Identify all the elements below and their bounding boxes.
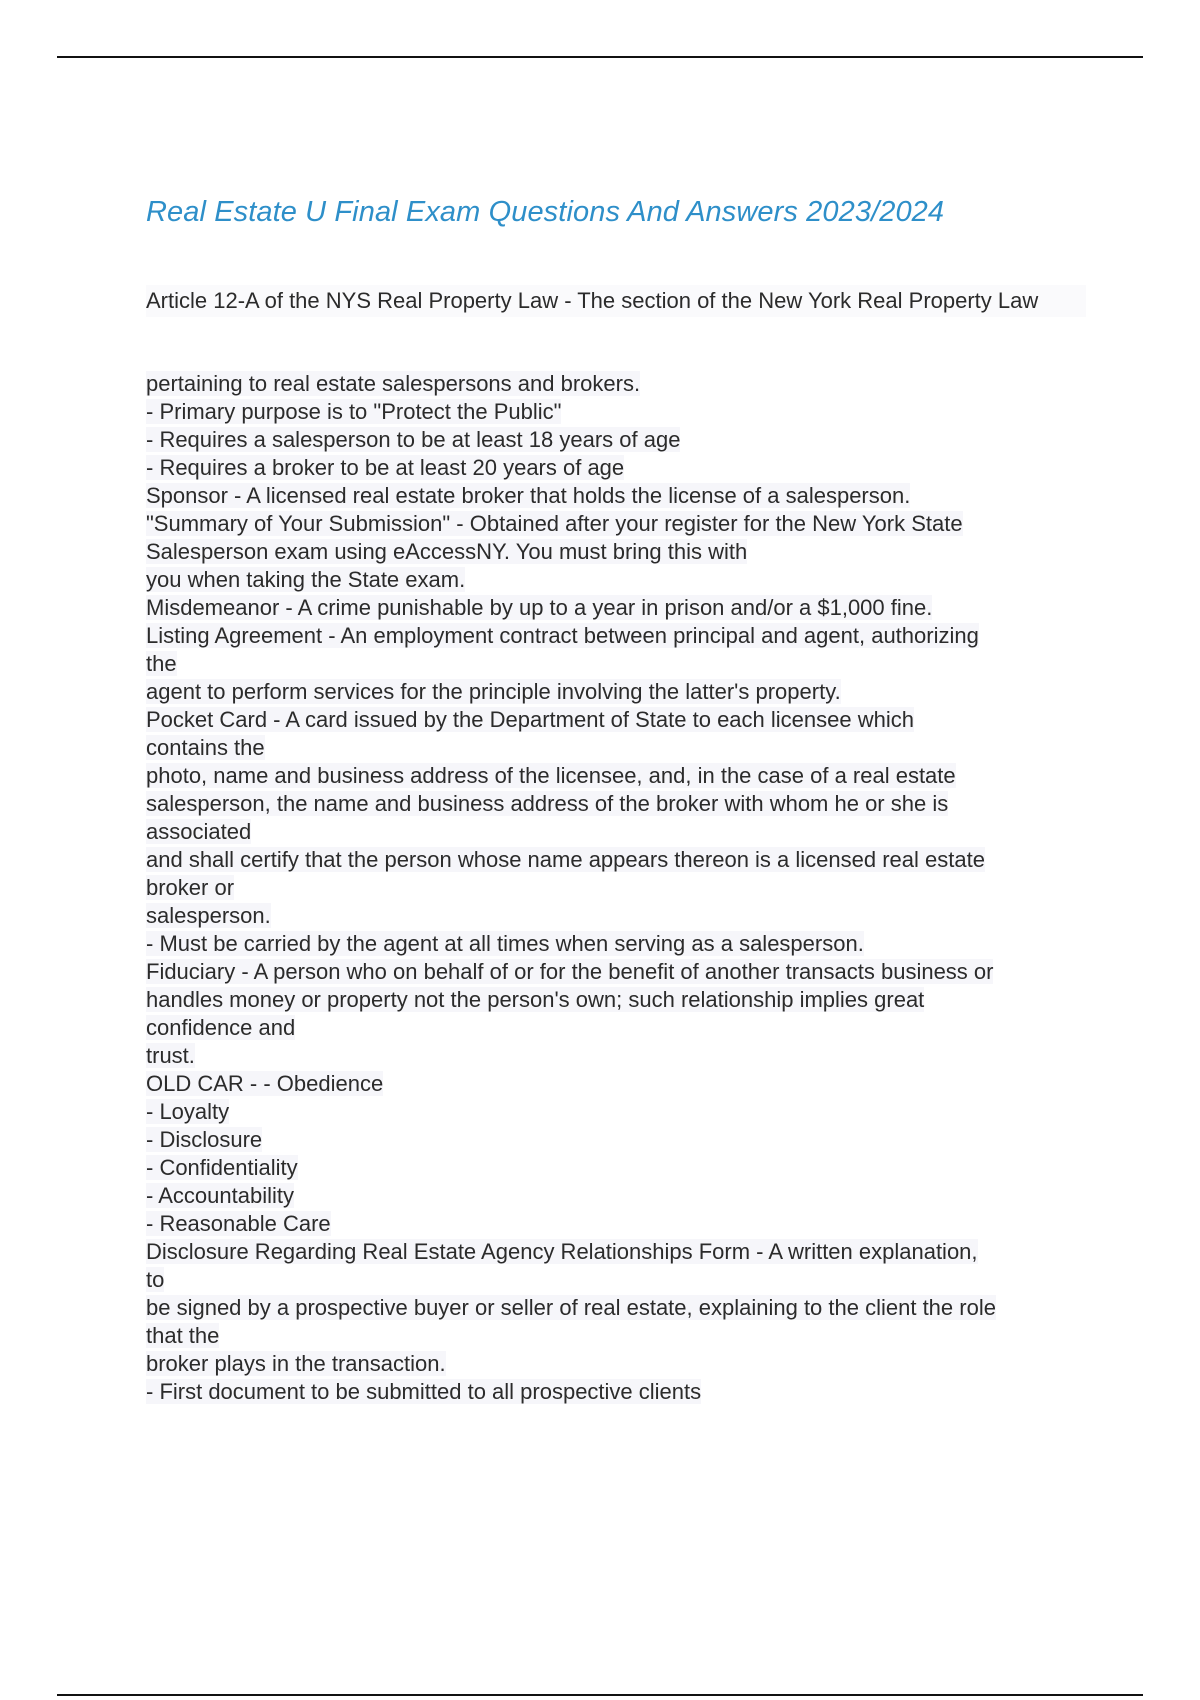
text-line: - Requires a salesperson to be at least 18 years of age: [146, 427, 681, 452]
bottom-rule: [57, 1694, 1143, 1696]
text-line: photo, name and business address of the licensee, and, in the case of a real estate: [146, 763, 956, 788]
text-line: - Accountability: [146, 1183, 294, 1208]
text-line: handles money or property not the person's own; such relationship implies great: [146, 987, 925, 1012]
text-line: - Requires a broker to be at least 20 years of age: [146, 455, 625, 480]
text-line: Misdemeanor - A crime punishable by up to a year in prison and/or a $1,000 fine.: [146, 595, 933, 620]
text-line: trust.: [146, 1043, 195, 1068]
text-line: - First document to be submitted to all prospective clients: [146, 1379, 702, 1404]
intro-paragraph: Article 12-A of the NYS Real Property Law - The section of the New York Real Property Law: [146, 285, 1086, 317]
text-line: and shall certify that the person whose name appears thereon is a licensed real estate: [146, 847, 985, 872]
text-line: associated: [146, 819, 252, 844]
top-rule: [57, 56, 1143, 58]
document-body: [146, 371, 1096, 1407]
text-line: the: [146, 651, 177, 676]
text-line: - Must be carried by the agent at all times when serving as a salesperson.: [146, 931, 864, 956]
text-line: Salesperson exam using eAccessNY. You must bring this with: [146, 539, 748, 564]
text-line: broker or: [146, 875, 235, 900]
text-line: Sponsor - A licensed real estate broker that holds the license of a salesperson.: [146, 483, 911, 508]
text-line: - Reasonable Care: [146, 1211, 331, 1236]
text-line: that the: [146, 1323, 220, 1348]
text-line: confidence and: [146, 1015, 296, 1040]
text-line: OLD CAR - - Obedience: [146, 1071, 384, 1096]
text-line: Disclosure Regarding Real Estate Agency Relationships Form - A written explanation,: [146, 1239, 978, 1264]
text-line: salesperson, the name and business address of the broker with whom he or she is: [146, 791, 949, 816]
text-line: - Confidentiality: [146, 1155, 298, 1180]
text-line: to: [146, 1267, 165, 1292]
text-line: pertaining to real estate salespersons and brokers.: [146, 371, 641, 396]
text-line: - Primary purpose is to "Protect the Public": [146, 399, 562, 424]
text-line: Fiduciary - A person who on behalf of or for the benefit of another transacts business or: [146, 959, 994, 984]
text-line: Pocket Card - A card issued by the Department of State to each licensee which: [146, 707, 914, 732]
text-line: "Summary of Your Submission" - Obtained after your register for the New York State: [146, 511, 963, 536]
text-line: agent to perform services for the principle involving the latter's property.: [146, 679, 841, 704]
text-line: Listing Agreement - An employment contract between principal and agent, authorizing: [146, 623, 979, 648]
text-line: you when taking the State exam.: [146, 567, 466, 592]
text-line: broker plays in the transaction.: [146, 1351, 446, 1376]
document-title: Real Estate U Final Exam Questions And Answers 2023/2024: [146, 196, 945, 228]
text-line: - Loyalty: [146, 1099, 230, 1124]
text-line: be signed by a prospective buyer or seller of real estate, explaining to the client the role: [146, 1295, 996, 1320]
text-line: contains the: [146, 735, 265, 760]
text-line: salesperson.: [146, 903, 271, 928]
text-line: - Disclosure: [146, 1127, 263, 1152]
